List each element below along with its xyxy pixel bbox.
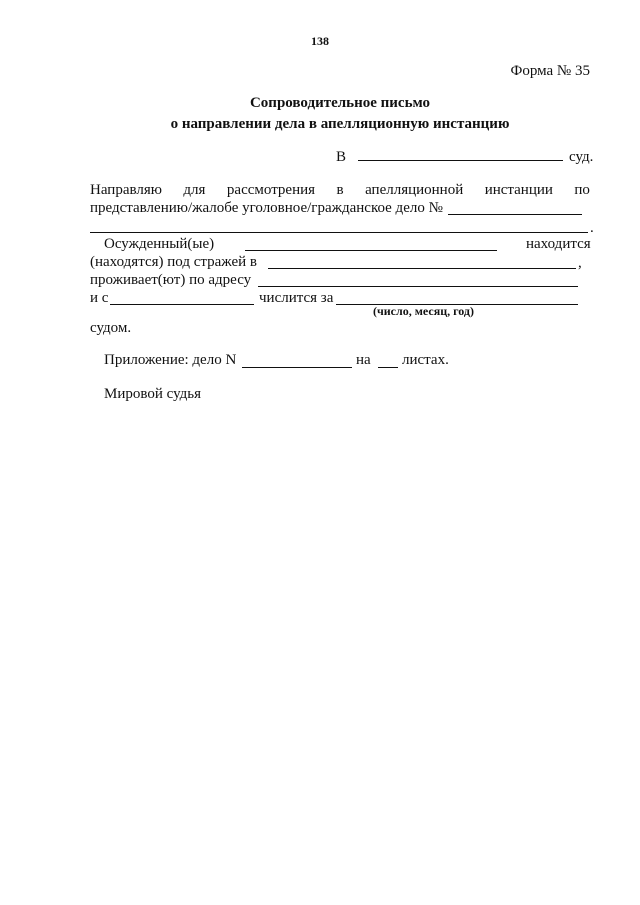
located-label: находится bbox=[526, 236, 591, 252]
word: по bbox=[574, 182, 590, 198]
attachment-label: Приложение: дело N bbox=[104, 352, 237, 368]
case-details-field[interactable] bbox=[90, 232, 588, 233]
case-number-field[interactable] bbox=[448, 214, 582, 215]
word: для bbox=[183, 182, 206, 198]
date-caption: (число, месяц, год) bbox=[373, 304, 474, 318]
document-title: Сопроводительное письмо bbox=[249, 95, 431, 111]
document-subtitle: о направлении дела в апелляционную инстанцию bbox=[170, 116, 510, 132]
custody-comma: , bbox=[578, 255, 582, 271]
court-suffix: суд. bbox=[569, 149, 594, 165]
custody-place-field[interactable] bbox=[268, 268, 576, 269]
word: инстанции bbox=[484, 182, 553, 198]
court-prefix: В bbox=[336, 149, 347, 165]
court-word: судом. bbox=[90, 320, 132, 336]
convicted-name-field[interactable] bbox=[245, 250, 497, 251]
convicted-label: Осужденный(ые) bbox=[104, 236, 215, 252]
custody-label: (находятся) под стражей в bbox=[90, 254, 257, 270]
form-number: Форма № 35 bbox=[510, 63, 590, 79]
word: Направляю bbox=[90, 182, 162, 198]
address-label: проживает(ют) по адресу bbox=[90, 272, 252, 288]
since-date-field[interactable] bbox=[110, 304, 254, 305]
paragraph-1-line-2: представлению/жалобе уголовное/гражданское дело № bbox=[90, 200, 443, 216]
sheet-count-field[interactable] bbox=[378, 367, 398, 368]
line-end-period: . bbox=[590, 220, 594, 236]
listed-label: числится за bbox=[259, 290, 334, 306]
word: апелляционной bbox=[365, 182, 464, 198]
paragraph-1-line-1 bbox=[90, 182, 590, 199]
attachment-on: на bbox=[356, 352, 371, 368]
attachment-case-number-field[interactable] bbox=[242, 367, 352, 368]
address-field[interactable] bbox=[258, 286, 578, 287]
word: в bbox=[336, 182, 344, 198]
attachment-sheets: листах. bbox=[402, 352, 449, 368]
signature-label: Мировой судья bbox=[104, 386, 202, 402]
word: рассмотрения bbox=[226, 182, 316, 198]
since-label: и с bbox=[90, 290, 109, 306]
page-number: 138 bbox=[311, 34, 329, 48]
court-line bbox=[336, 146, 593, 166]
court-name-field[interactable] bbox=[358, 146, 563, 161]
